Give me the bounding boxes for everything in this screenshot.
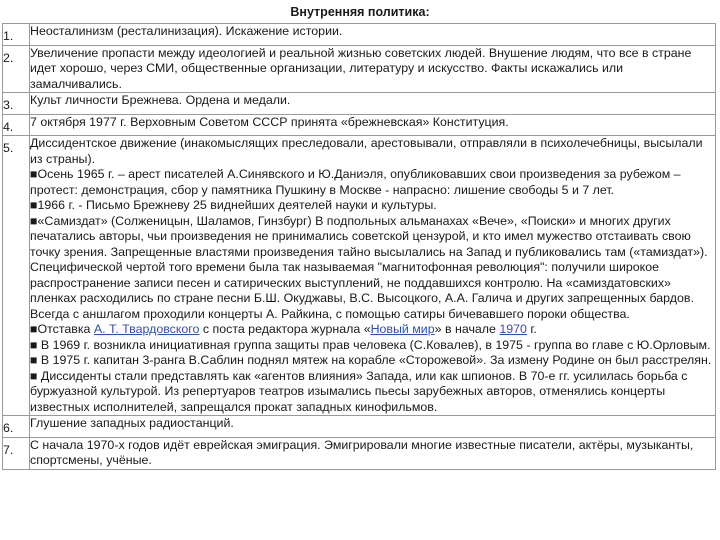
item-text: Увеличение пропасти между идеологией и реальной жизнью советских людей. Внушение людям, что все в стране идет хорошо, через СМИ, общественные организации, литературу и искусство. Факты искажались или замалчивались.	[30, 45, 716, 93]
item-text: 7 октября 1977 г. Верховным Советом СССР принята «брежневская» Конституция.	[30, 114, 716, 136]
novy-mir-link[interactable]: Новый мир	[370, 322, 435, 336]
table-row	[3, 45, 716, 93]
table-row	[3, 136, 716, 416]
item-number: 6.	[3, 416, 30, 438]
item-text: Глушение западных радиостанций.	[30, 416, 716, 438]
item-number: 4.	[3, 114, 30, 136]
paragraph-foreign-agents: ■ Диссиденты стали представлять как «агентов влияния» Запада, или как шпионов. В 70-е гг. усилилась борьба с буржуазной культурой. Из репертуаров театров изымались пьесы зарубежных авторов, отменялись концерты известных исполнителей, запрещался прокат западных кинофильмов.	[30, 368, 688, 414]
table-row	[3, 93, 716, 115]
item-text	[30, 136, 716, 416]
paragraph-1965-arrest: ■Осень 1965 г. – арест писателей А.Синявского и Ю.Даниэля, опубликовавших свои произведения за рубежом – протест: демонстрация, сбор у памятника Пушкину в Москве - напрасно: лишение свободы 5 и 7 лет.	[30, 167, 681, 197]
paragraph-1966-letter: ■1966 г. - Письмо Брежневу 25 виднейших деятелей науки и культуры.	[30, 198, 437, 212]
item-text: Неосталинизм (ресталинизация). Искажение истории.	[30, 24, 716, 46]
item-number: 7.	[3, 437, 30, 469]
tvardovsky-link[interactable]: А. Т. Твардовского	[93, 322, 200, 336]
item-number: 5.	[3, 136, 30, 416]
item-number: 3.	[3, 93, 30, 115]
paragraph-samizdat: ■«Самиздат» (Солженицын, Шаламов, Гинзбург) В подпольных альманахах «Вече», «Поиски» и многих других печатались авторы, чьи произведения не принимались советской цензурой, и кто имел мужество отстаивать свою точку зрения. Запрещенные властями произведения тайно высылались на Запад и публиковались там («тамиздат»). Специфической чертой того времени была так называемая "магнитофонная революция": получили широкое распространение записи песен и сатирических выступлений, не поддавшихся контролю. На «самиздатовских» пленках расходились по стране песни Б.Ш. Окуджавы, В.С. Высоцкого, А.А. Галича и других запрещенных бардов. Всегда с аншлагом проходили концерты А. Райкина, с помощью сатиры бичевавшего пороки общества.	[30, 213, 708, 321]
year-1970-link[interactable]: 1970	[499, 322, 527, 336]
table-row	[3, 114, 716, 136]
paragraph-tvardovsky: ■Отставка А. Т. Твардовского с поста редактора журнала «Новый мир» в начале 1970 г.	[30, 322, 537, 336]
item-text: Культ личности Брежнева. Ордена и медали.	[30, 93, 716, 115]
paragraph-dissident-movement: Диссидентское движение (инакомыслящих преследовали, арестовывали, отправляли в психолечебницы, высылали из страны).	[30, 136, 703, 166]
item-number: 1.	[3, 24, 30, 46]
paragraph-human-rights-group: ■ В 1969 г. возникла инициативная группа защиты прав человека (С.Ковалев), в 1975 - группа во главе с Ю.Орловым.	[30, 337, 711, 352]
table-row	[3, 437, 716, 469]
page-title: Внутренняя политика:	[290, 5, 430, 19]
table-row	[3, 24, 716, 46]
item-number: 2.	[3, 45, 30, 93]
table-row	[3, 416, 716, 438]
policy-table	[2, 23, 716, 470]
item-text: С начала 1970-х годов идёт еврейская эмиграция. Эмигрировали многие известные писатели, актёры, музыканты, спортсмены, учёные.	[30, 437, 716, 469]
paragraph-sablin-mutiny: ■ В 1975 г. капитан 3-ранга В.Саблин поднял мятеж на корабле «Сторожевой». За измену Родине он был расстрелян.	[30, 353, 712, 367]
